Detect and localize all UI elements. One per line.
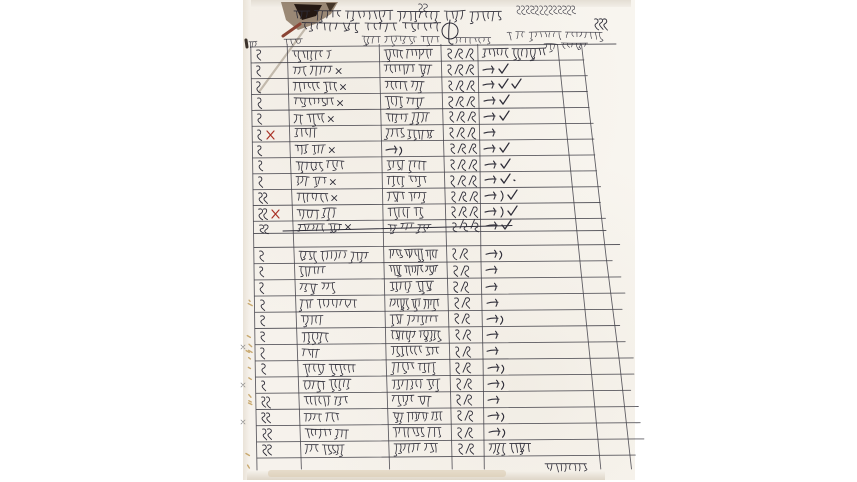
cell-serial — [255, 96, 287, 109]
cell-father-name — [386, 206, 443, 219]
cell-extra — [560, 46, 579, 59]
cell-serial — [257, 265, 292, 278]
cell-name — [292, 112, 378, 125]
cell-date — [449, 221, 479, 230]
cell-extra — [563, 78, 582, 91]
title-superscript-hw — [416, 2, 436, 9]
cell-name — [299, 313, 383, 326]
page-number-hw — [592, 17, 612, 31]
cell-name — [298, 281, 383, 294]
cell-signature — [486, 393, 592, 406]
cell-serial — [257, 223, 291, 232]
cell-father-name — [383, 95, 440, 108]
cell-name — [294, 175, 380, 188]
cell-date — [452, 361, 480, 374]
cell-signature — [485, 344, 587, 357]
cell-serial — [254, 64, 285, 77]
cell-extra — [574, 173, 595, 186]
cell-father-name — [384, 111, 441, 124]
cell-name — [302, 411, 385, 424]
cell-father-name — [390, 394, 448, 407]
cell-serial — [260, 443, 299, 456]
cell-father-name — [386, 222, 443, 231]
cell-signature — [484, 221, 574, 230]
cell-serial — [259, 379, 296, 392]
cell-serial — [255, 112, 287, 125]
cell-date — [445, 79, 477, 92]
cell-father-name — [385, 158, 442, 171]
cell-serial — [260, 427, 298, 440]
cell-serial — [256, 175, 289, 188]
cell-extra — [579, 220, 601, 229]
cell-date — [449, 247, 479, 260]
cell-father-name — [382, 47, 439, 60]
cell-signature — [481, 47, 555, 60]
cell-extra — [602, 441, 627, 454]
cell-father-name — [389, 329, 447, 342]
cell-date — [445, 95, 476, 108]
cell-name — [292, 96, 379, 109]
cell-date — [444, 47, 476, 60]
cell-extra — [581, 246, 603, 259]
cell-date — [447, 174, 477, 187]
cell-extra — [587, 295, 610, 308]
cell-father-name — [390, 378, 448, 391]
column-note-hw — [452, 35, 498, 44]
cell-serial — [254, 48, 285, 61]
cell-serial — [257, 281, 293, 294]
cell-signature — [487, 442, 598, 455]
column-note-hw — [505, 30, 615, 40]
cell-serial — [258, 298, 294, 311]
cell-signature — [484, 263, 578, 276]
cell-serial — [256, 207, 290, 220]
cell-date — [446, 110, 477, 123]
cell-name — [300, 346, 384, 359]
cell-serial — [258, 330, 294, 343]
cell-extra — [565, 94, 585, 107]
cell-father-name — [388, 280, 446, 293]
cell-father-name — [388, 313, 446, 326]
cell-extra — [570, 141, 590, 154]
cell-signature — [486, 409, 594, 422]
cell-serial — [255, 128, 288, 141]
cell-date — [454, 426, 481, 439]
cell-signature — [482, 94, 560, 107]
cell-date — [452, 345, 480, 358]
cell-name — [294, 159, 380, 172]
cell-extra — [567, 109, 587, 122]
cell-signature — [482, 142, 565, 155]
cell-extra — [590, 327, 613, 340]
cell-extra — [583, 263, 605, 276]
cell-father-name — [383, 79, 440, 92]
cell-name — [295, 191, 381, 204]
cell-signature — [481, 63, 556, 76]
cell-father-name — [385, 190, 442, 203]
cell-father-name — [391, 410, 449, 423]
cell-signature — [483, 158, 567, 171]
cell-signature — [485, 296, 582, 309]
cell-signature — [486, 377, 591, 390]
cell-extra — [595, 376, 619, 389]
cell-serial — [259, 411, 297, 424]
cell-name — [291, 80, 378, 93]
cell-date — [448, 190, 478, 203]
cell-date — [448, 205, 478, 218]
cell-father-name — [387, 248, 444, 261]
cell-extra — [562, 62, 581, 75]
cell-date — [452, 328, 481, 341]
cell-father-name — [384, 143, 441, 156]
cell-date — [455, 442, 482, 455]
cell-date — [450, 280, 479, 293]
cell-signature — [485, 312, 584, 325]
cell-signature — [484, 247, 577, 260]
bottom-stain — [268, 470, 506, 477]
cell-name — [293, 143, 379, 156]
cell-signature — [481, 78, 558, 91]
cell-extra — [594, 360, 618, 373]
cell-extra — [568, 125, 588, 138]
cell-father-name — [390, 361, 448, 374]
cell-serial — [255, 144, 288, 157]
cell-name — [302, 394, 386, 407]
cell-name — [295, 207, 380, 220]
cell-serial — [254, 80, 286, 93]
cell-father-name — [385, 174, 442, 187]
column-note-hw — [360, 34, 458, 44]
cell-signature — [484, 280, 580, 293]
cell-signature — [487, 425, 596, 438]
cell-father-name — [392, 442, 450, 455]
footer-note-hw — [543, 461, 593, 472]
cell-serial — [258, 314, 294, 327]
cell-name — [303, 443, 386, 456]
cell-serial — [259, 362, 296, 375]
cell-name — [293, 127, 379, 140]
cell-extra — [588, 311, 611, 324]
cell-extra — [572, 157, 593, 170]
cell-father-name — [388, 297, 446, 310]
cell-signature — [485, 328, 585, 341]
column-note-hw — [282, 37, 320, 46]
cell-father-name — [391, 426, 449, 439]
cell-date — [446, 126, 477, 139]
cell-name — [297, 265, 382, 278]
cell-date — [453, 393, 481, 406]
cell-signature — [483, 173, 569, 186]
cell-extra — [585, 279, 607, 292]
cell-name — [296, 222, 381, 231]
cell-name — [300, 330, 384, 343]
cell-father-name — [384, 127, 441, 140]
cell-name — [301, 362, 385, 375]
cell-extra — [599, 408, 623, 421]
cell-signature — [483, 189, 570, 202]
cell-father-name — [389, 345, 447, 358]
cell-name — [298, 297, 383, 310]
date-note-hw — [514, 4, 588, 13]
cell-date — [447, 158, 478, 171]
cell-serial — [256, 191, 290, 204]
cell-extra — [577, 204, 598, 217]
title-line2-hw — [300, 21, 448, 33]
cell-signature — [483, 205, 572, 218]
cell-father-name — [387, 264, 445, 277]
cell-name — [291, 64, 378, 77]
cell-name — [290, 48, 377, 61]
cell-date — [454, 409, 482, 422]
cell-name — [301, 378, 385, 391]
cell-extra — [601, 424, 626, 437]
cell-date — [450, 264, 479, 277]
cell-name — [297, 249, 382, 262]
cell-date — [451, 296, 480, 309]
cell-extra — [575, 189, 596, 202]
cell-name — [303, 427, 386, 440]
cell-extra — [592, 344, 615, 357]
cell-date — [453, 377, 481, 390]
cell-date — [451, 312, 480, 325]
cell-signature — [482, 126, 563, 139]
cell-serial — [256, 159, 289, 172]
cell-serial — [257, 249, 292, 262]
cell-signature — [486, 361, 589, 374]
cell-extra — [597, 392, 621, 405]
cell-date — [444, 63, 476, 76]
cell-date — [447, 142, 478, 155]
cell-signature — [482, 110, 562, 123]
cell-serial — [259, 395, 297, 408]
cell-father-name — [382, 63, 439, 76]
cell-serial — [258, 346, 295, 359]
